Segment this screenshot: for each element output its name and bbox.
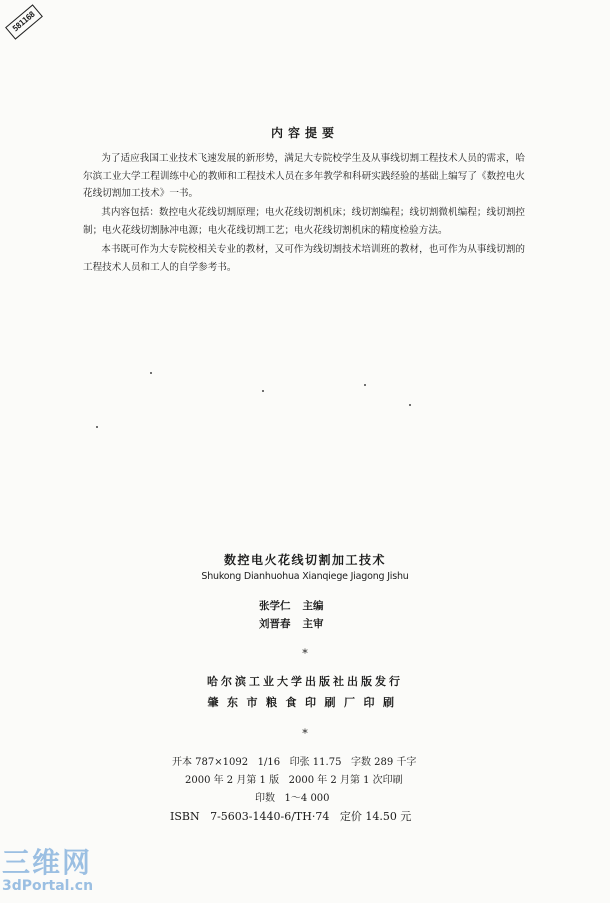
scan-speck — [96, 426, 98, 428]
separator-asterisk: * — [302, 647, 308, 660]
scan-speck — [409, 404, 411, 406]
scan-speck — [150, 372, 152, 374]
watermark-url: 3dPortal.cn — [2, 878, 94, 894]
scan-speck — [364, 384, 366, 386]
summary-paragraph: 其内容包括：数控电火花线切割原理；电火花线切割机床；线切割编程；线切割微机编程；线切割控制；电火花线切割脉冲电源；电火花线切割工艺；电火花线切割机床的精度检验方法。 — [83, 207, 525, 236]
format-line: 开本 787×1092 1/16 印张 11.75 字数 289 千字 — [172, 757, 417, 768]
edition-line: 2000 年 2 月第 1 版 2000 年 2 月第 1 次印刷 — [185, 775, 403, 786]
editor-credit — [259, 598, 324, 613]
reviewer-credit — [259, 616, 324, 631]
book-title-pinyin: Shukong Dianhuohua Xianqiege Jiagong Jishu — [201, 571, 409, 582]
library-stamp: 581168 — [5, 4, 43, 39]
scan-speck — [262, 390, 264, 392]
editor-role: 主编 — [302, 600, 324, 612]
reviewer-role: 主审 — [302, 618, 324, 630]
summary-paragraph: 本书既可作为大专院校相关专业的教材，又可作为线切割技术培训班的教材，也可作为从事线切割的工程技术人员和工人的自学参考书。 — [83, 243, 525, 273]
printer: 肇东市粮食印刷厂印刷 — [207, 696, 403, 709]
reviewer-name: 刘晋春 — [259, 618, 291, 630]
watermark-text: 三维网 — [2, 846, 93, 879]
book-title: 数控电火花线切割加工技术 — [223, 553, 386, 567]
isbn-price-line: ISBN 7-5603-1440-6/TH·74 定价 14.50 元 — [170, 810, 412, 823]
summary-title: 内容提要 — [270, 126, 339, 140]
publisher: 哈尔滨工业大学出版社出版发行 — [207, 675, 403, 688]
summary-body — [83, 150, 525, 278]
editor-name: 张学仁 — [259, 600, 291, 612]
print-run-line: 印数 1～4 000 — [255, 793, 330, 804]
summary-paragraph: 为了适应我国工业技术飞速发展的新形势，满足大专院校学生及从事线切割工程技术人员的需求，哈尔滨工业大学工程训练中心的教师和工程技术人员在多年教学和科研实践经验的基础上编写了《数控电火花线切割加工技术》一书。 — [83, 153, 525, 200]
site-watermark — [2, 848, 112, 894]
separator-asterisk: * — [302, 727, 308, 740]
